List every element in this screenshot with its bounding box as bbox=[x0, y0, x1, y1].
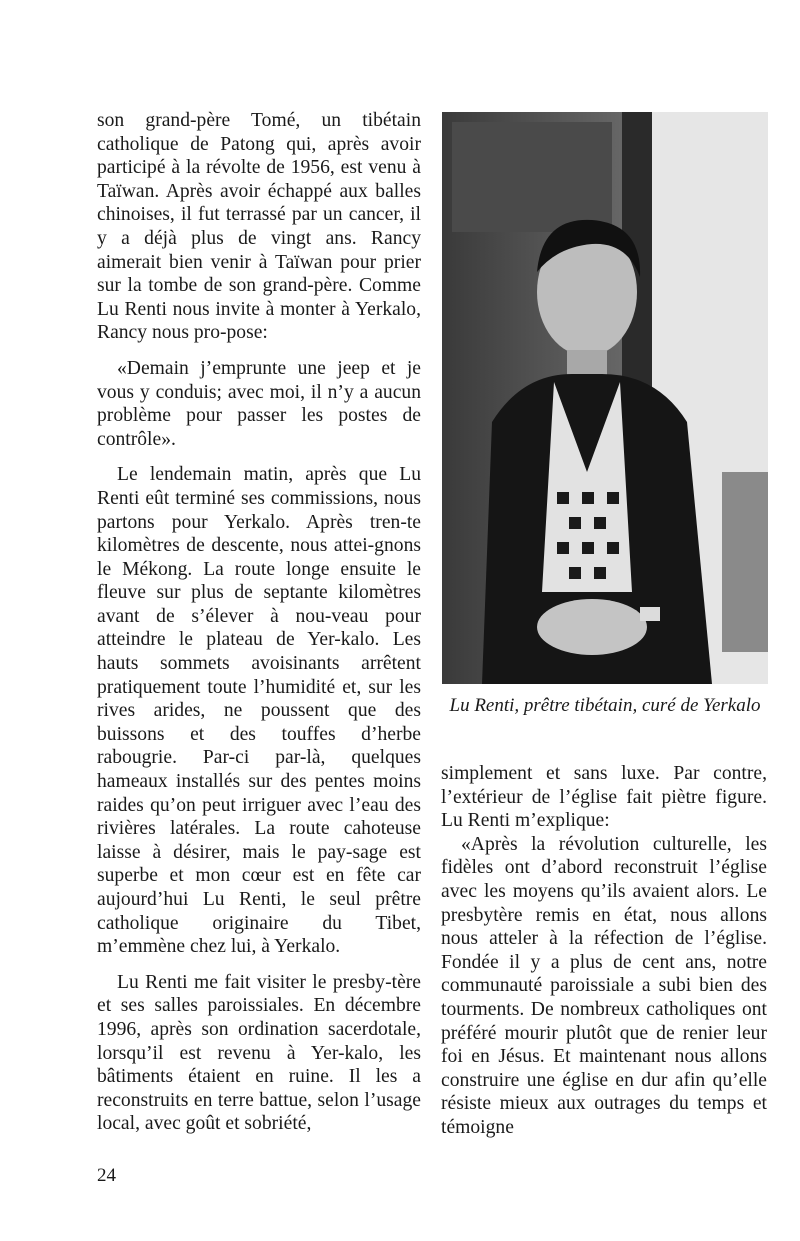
paragraph: «Après la révolution culturelle, les fidèles ont d’abord reconstruit l’église avec les moyens qu’ils avaient alors. Le presbytère remis en état, nous allons nous atteler à la réfection de l’église. Fondée il y a plus de cent ans, notre communauté paroissiale a subi bien des tourments. De nombreux catholiques ont préféré mourir plutôt que de renier leur foi en Jésus. Et maintenant nous allons construire une église en dur afin qu’elle résiste mieux aux outrages du temps et témoigne bbox=[441, 833, 767, 1138]
paragraph: son grand-père Tomé, un tibétain catholique de Patong qui, après avoir participé à la révolte de 1956, est venu à Taïwan. Après avoir échappé aux balles chinoises, il fut terrassé par un cancer, il y a déjà plus de vingt ans. Rancy aimerait bien venir à Taïwan pour prier sur la tombe de son grand-père. Comme Lu Renti nous invite à monter à Yerkalo, Rancy nous pro-pose: bbox=[97, 110, 421, 344]
portrait-illustration bbox=[442, 112, 768, 684]
photo-caption: Lu Renti, prêtre tibétain, curé de Yerkalo bbox=[449, 695, 761, 716]
paragraph: simplement et sans luxe. Par contre, l’extérieur de l’église fait piètre figure. Lu Renti m’explique: bbox=[441, 763, 767, 832]
portrait-photo bbox=[442, 112, 768, 684]
paragraph: Lu Renti me fait visiter le presby-tère et ses salles paroissiales. En décembre 1996, après son ordination sacerdotale, lorsqu’il est revenu à Yer-kalo, les bâtiments étaient en ruine. Il les a reconstruits en terre battue, selon l’usage local, avec goût et sobriété, bbox=[97, 971, 421, 1135]
paragraph: Le lendemain matin, après que Lu Renti eût terminé ses commissions, nous partons pour Yerkalo. Après tren-te kilomètres de descente, nous attei-gnons le Mékong. La route longe ensuite le fleuve sur plus de septante kilomètres avant de s’élever à nou-veau pour atteindre le plateau de Yer-kalo. Les hauts sommets avoisinants arrêtent pratiquement toute l’humidité et, sur les rives arides, ne poussent que des buissons et des touffes d’herbe rabougrie. Par-ci par-là, quelques hameaux installés sur des pentes moins raides qu’on peut irriguer avec l’eau des rivières latérales. La route cahoteuse laisse à désirer, mais le pay-sage est superbe et mon cœur est en fête car aujourd’hui Lu Renti, le seul prêtre catholique originaire du Tibet, m’emmène chez lui, à Yerkalo. bbox=[97, 464, 421, 958]
paragraph: «Demain j’emprunte une jeep et je vous y conduis; avec moi, il n’y a aucun problème pour passer les postes de contrôle». bbox=[97, 357, 421, 450]
page-number: 24 bbox=[97, 1165, 116, 1186]
right-text-column bbox=[441, 762, 767, 1140]
left-text-column bbox=[97, 109, 421, 1136]
